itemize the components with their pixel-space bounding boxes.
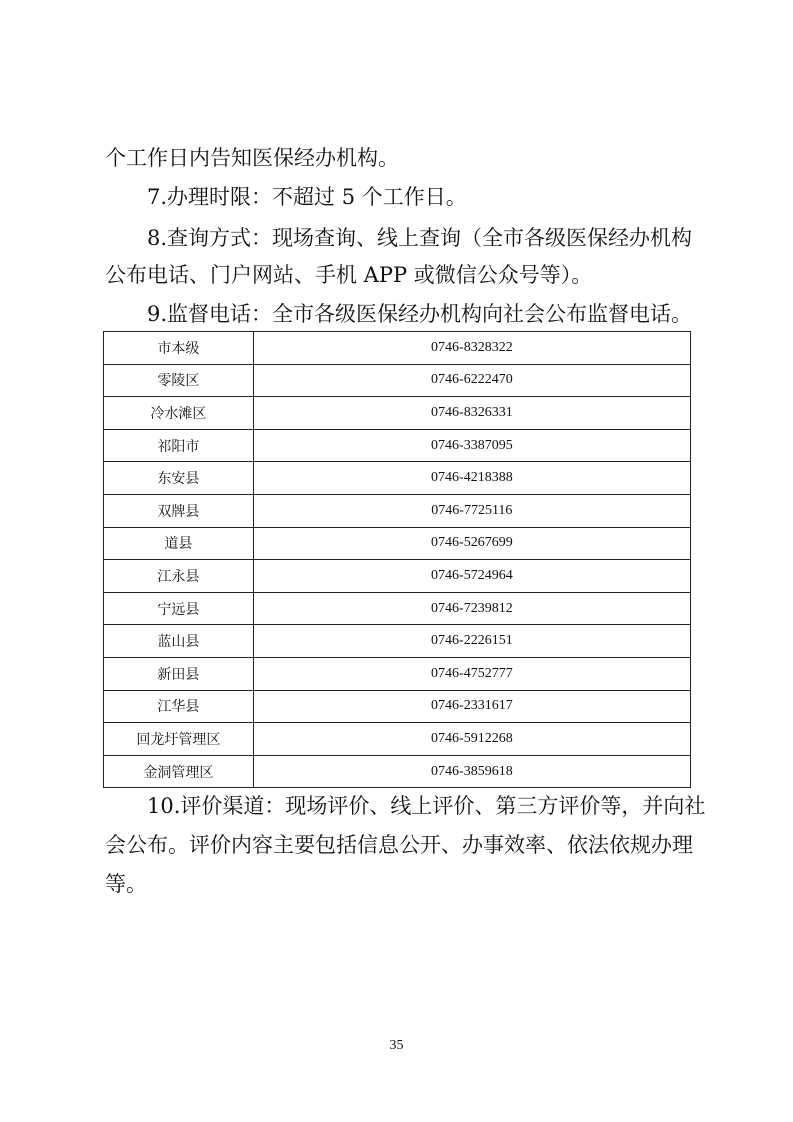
paragraph-evaluation-line3: 等。 bbox=[105, 872, 147, 896]
region-cell: 新田县 bbox=[104, 657, 254, 690]
table-row bbox=[104, 494, 691, 527]
paragraph-continuation: 个工作日内告知医保经办机构。 bbox=[105, 146, 399, 170]
phone-number-cell: 0746-4218388 bbox=[253, 462, 690, 495]
region-cell: 江华县 bbox=[104, 690, 254, 723]
page-number: 35 bbox=[389, 1038, 404, 1053]
table-row bbox=[104, 397, 691, 430]
table-row bbox=[104, 657, 691, 690]
table-row bbox=[104, 429, 691, 462]
region-cell: 市本级 bbox=[104, 332, 254, 365]
table-row bbox=[104, 723, 691, 756]
phone-number-cell: 0746-3859618 bbox=[253, 755, 690, 788]
phone-number-cell: 0746-7239812 bbox=[253, 592, 690, 625]
table-row bbox=[104, 560, 691, 593]
paragraph-query-method-line2: 公布电话、门户网站、手机 APP 或微信公众号等）。 bbox=[105, 263, 593, 287]
phone-number-cell: 0746-2226151 bbox=[253, 625, 690, 658]
table-row bbox=[104, 690, 691, 723]
region-cell: 回龙圩管理区 bbox=[104, 723, 254, 756]
phone-number-cell: 0746-5724964 bbox=[253, 560, 690, 593]
paragraph-query-method-line1: 8.查询方式：现场查询、线上查询（全市各级医保经办机构 bbox=[147, 226, 693, 250]
region-cell: 宁远县 bbox=[104, 592, 254, 625]
phone-number-cell: 0746-4752777 bbox=[253, 657, 690, 690]
table-row bbox=[104, 527, 691, 560]
paragraph-supervision-phone: 9.监督电话：全市各级医保经办机构向社会公布监督电话。 bbox=[147, 302, 693, 326]
phone-number-cell: 0746-8326331 bbox=[253, 397, 690, 430]
region-cell: 蓝山县 bbox=[104, 625, 254, 658]
phone-number-cell: 0746-8328322 bbox=[253, 332, 690, 365]
supervision-phone-table bbox=[103, 331, 691, 788]
phone-number-cell: 0746-2331617 bbox=[253, 690, 690, 723]
table-row bbox=[104, 625, 691, 658]
region-cell: 冷水滩区 bbox=[104, 397, 254, 430]
region-cell: 江永县 bbox=[104, 560, 254, 593]
phone-table-body bbox=[104, 332, 691, 788]
phone-number-cell: 0746-5267699 bbox=[253, 527, 690, 560]
region-cell: 双牌县 bbox=[104, 494, 254, 527]
phone-number-cell: 0746-3387095 bbox=[253, 429, 690, 462]
region-cell: 祁阳市 bbox=[104, 429, 254, 462]
paragraph-evaluation-line1: 10.评价渠道：现场评价、线上评价、第三方评价等，并向社 bbox=[147, 794, 706, 818]
region-cell: 零陵区 bbox=[104, 364, 254, 397]
phone-number-cell: 0746-6222470 bbox=[253, 364, 690, 397]
table-row bbox=[104, 332, 691, 365]
paragraph-evaluation-line2: 会公布。评价内容主要包括信息公开、办事效率、依法依规办理 bbox=[105, 833, 693, 857]
table-row bbox=[104, 755, 691, 788]
table-row bbox=[104, 364, 691, 397]
region-cell: 金洞管理区 bbox=[104, 755, 254, 788]
region-cell: 东安县 bbox=[104, 462, 254, 495]
phone-number-cell: 0746-5912268 bbox=[253, 723, 690, 756]
region-cell: 道县 bbox=[104, 527, 254, 560]
phone-number-cell: 0746-7725116 bbox=[253, 494, 690, 527]
table-row bbox=[104, 462, 691, 495]
table-row bbox=[104, 592, 691, 625]
paragraph-processing-time: 7.办理时限：不超过 5 个工作日。 bbox=[147, 185, 467, 209]
